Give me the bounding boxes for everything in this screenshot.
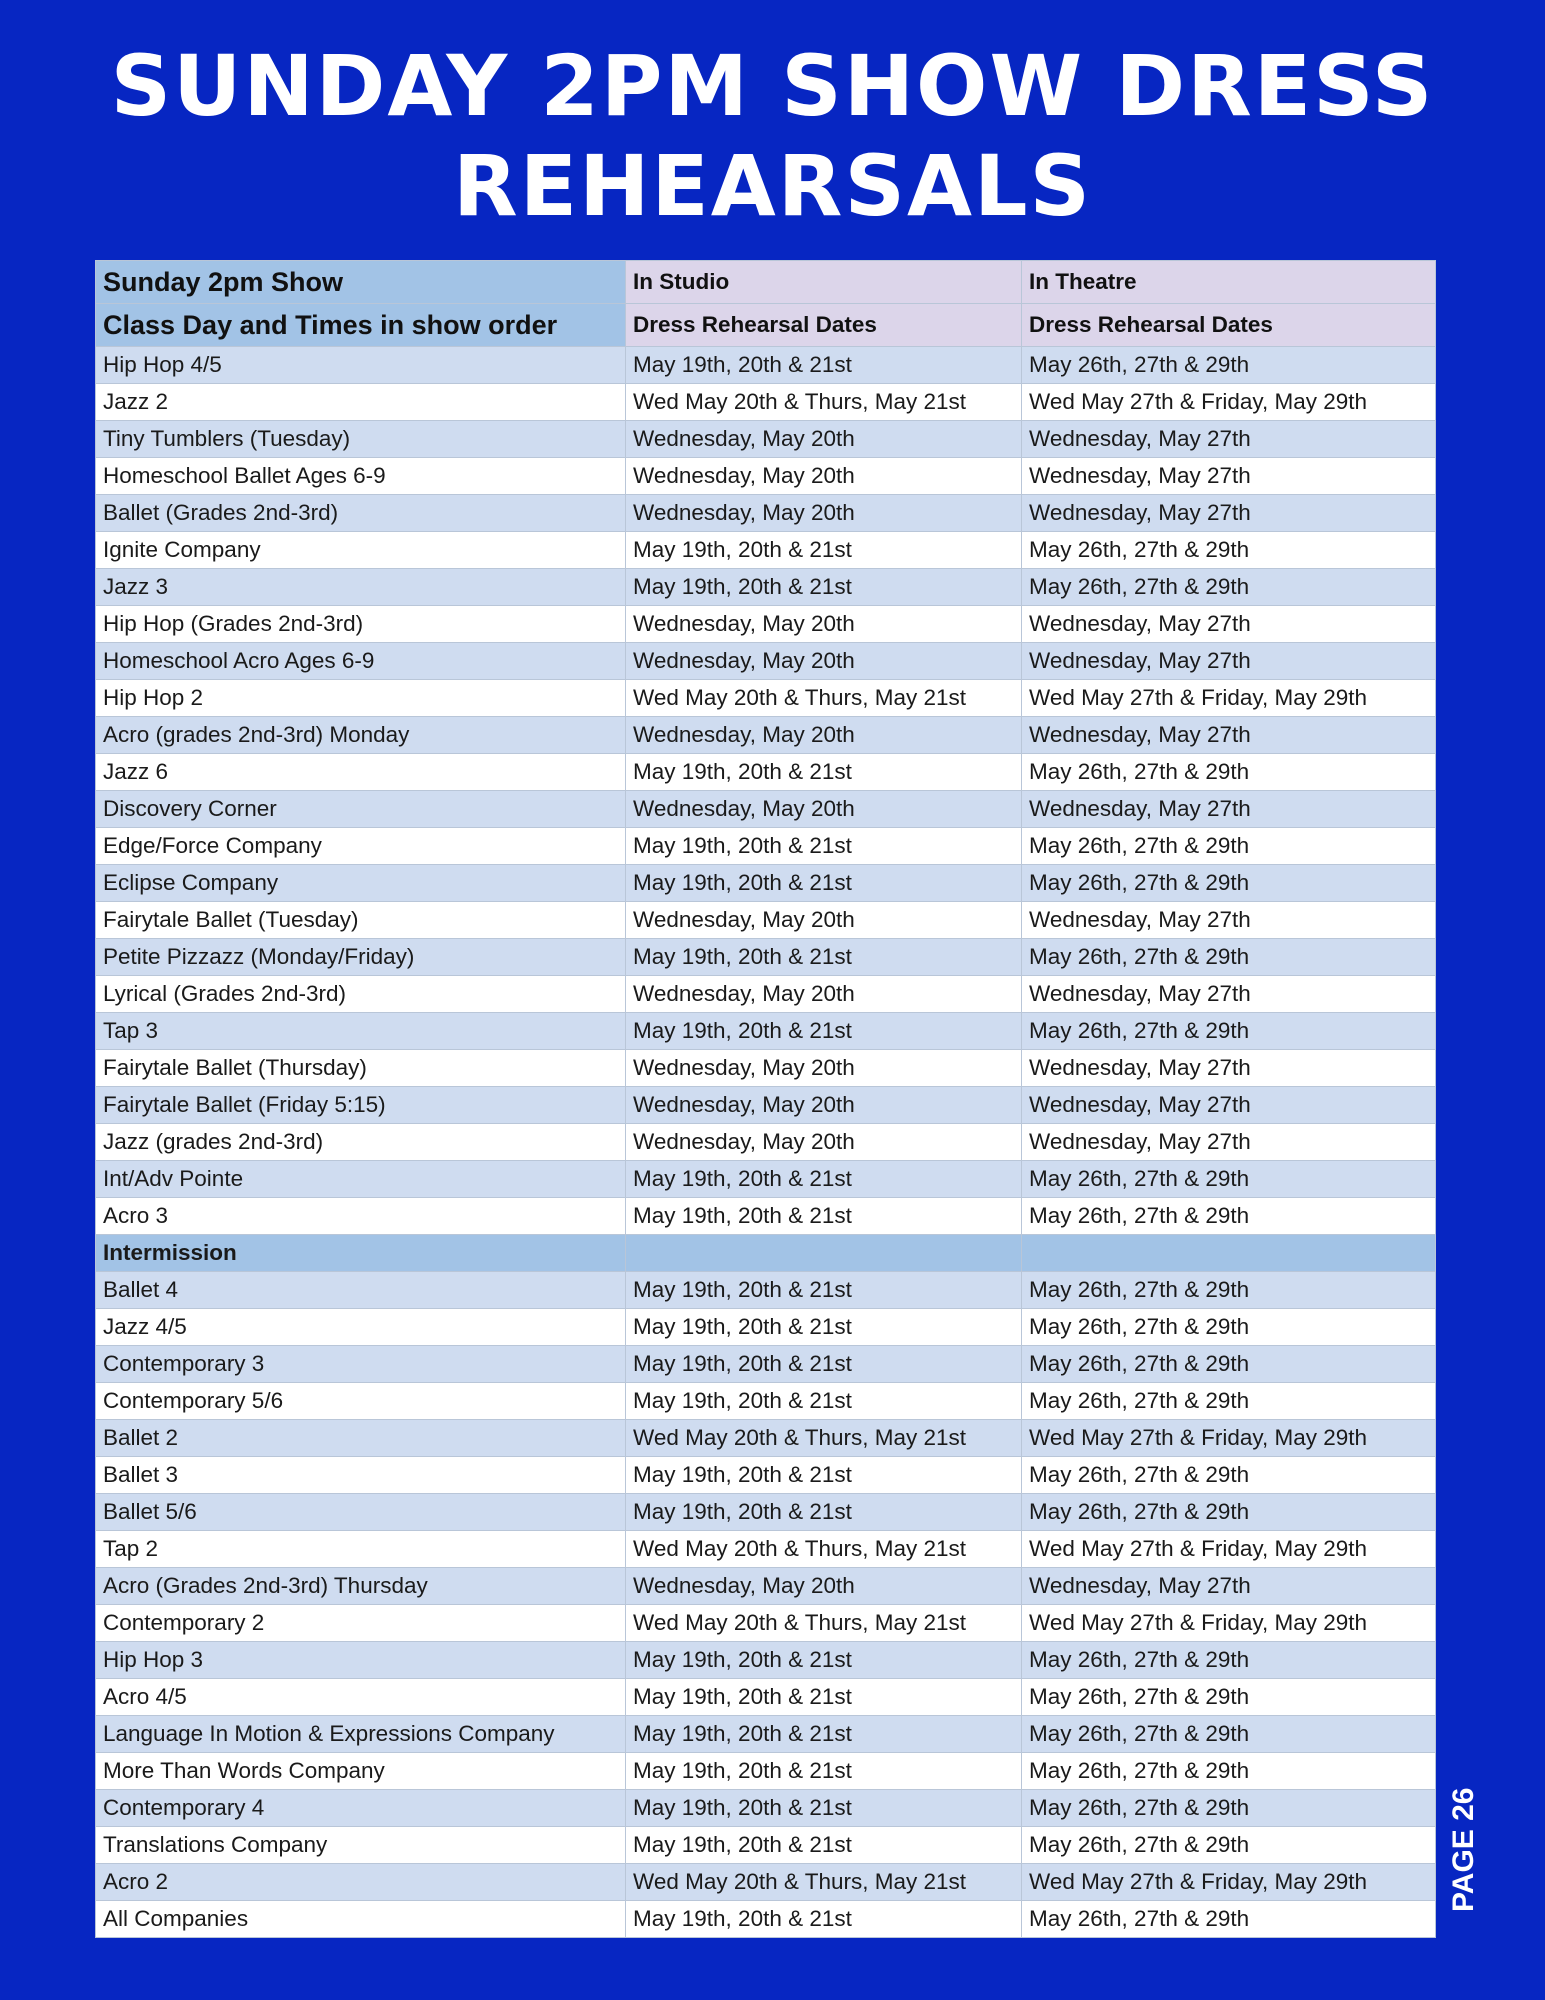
table-row	[96, 1901, 1436, 1938]
table-row	[96, 1827, 1436, 1864]
theatre-date-cell: May 26th, 27th & 29th	[1022, 865, 1436, 902]
theatre-date-cell: May 26th, 27th & 29th	[1022, 939, 1436, 976]
studio-date-cell: Wed May 20th & Thurs, May 21st	[626, 1864, 1022, 1901]
theatre-date-cell: Wednesday, May 27th	[1022, 1087, 1436, 1124]
class-name-cell: Acro (grades 2nd-3rd) Monday	[96, 717, 626, 754]
class-name-cell: More Than Words Company	[96, 1753, 626, 1790]
table-row	[96, 902, 1436, 939]
table-row	[96, 1531, 1436, 1568]
class-name-cell: Hip Hop (Grades 2nd-3rd)	[96, 606, 626, 643]
studio-date-cell: Wednesday, May 20th	[626, 791, 1022, 828]
header-class-order: Class Day and Times in show order	[96, 304, 626, 347]
class-name-cell: Tap 3	[96, 1013, 626, 1050]
theatre-date-cell: Wednesday, May 27th	[1022, 717, 1436, 754]
theatre-date-cell: Wednesday, May 27th	[1022, 643, 1436, 680]
studio-date-cell: May 19th, 20th & 21st	[626, 828, 1022, 865]
class-name-cell: Acro 3	[96, 1198, 626, 1235]
class-name-cell: Hip Hop 2	[96, 680, 626, 717]
studio-date-cell: Wed May 20th & Thurs, May 21st	[626, 680, 1022, 717]
studio-date-cell: Wednesday, May 20th	[626, 902, 1022, 939]
theatre-date-cell: Wednesday, May 27th	[1022, 606, 1436, 643]
page-title	[0, 36, 1545, 236]
table-row	[96, 347, 1436, 384]
table-row	[96, 1864, 1436, 1901]
studio-date-cell: May 19th, 20th & 21st	[626, 1383, 1022, 1420]
studio-date-cell: Wednesday, May 20th	[626, 1050, 1022, 1087]
studio-date-cell: Wed May 20th & Thurs, May 21st	[626, 1605, 1022, 1642]
theatre-date-cell: May 26th, 27th & 29th	[1022, 828, 1436, 865]
studio-date-cell: May 19th, 20th & 21st	[626, 939, 1022, 976]
table-row	[96, 976, 1436, 1013]
studio-date-cell: Wed May 20th & Thurs, May 21st	[626, 1531, 1022, 1568]
class-name-cell: Jazz 4/5	[96, 1309, 626, 1346]
theatre-date-cell: May 26th, 27th & 29th	[1022, 1642, 1436, 1679]
theatre-date-cell: Wed May 27th & Friday, May 29th	[1022, 384, 1436, 421]
theatre-date-cell: Wednesday, May 27th	[1022, 495, 1436, 532]
table-row	[96, 717, 1436, 754]
table-row	[96, 791, 1436, 828]
studio-date-cell: Wednesday, May 20th	[626, 976, 1022, 1013]
theatre-date-cell: May 26th, 27th & 29th	[1022, 1790, 1436, 1827]
class-name-cell: Homeschool Ballet Ages 6-9	[96, 458, 626, 495]
class-name-cell: Jazz 6	[96, 754, 626, 791]
table-row	[96, 1568, 1436, 1605]
header-in-studio: In Studio	[626, 261, 1022, 304]
studio-date-cell: May 19th, 20th & 21st	[626, 1198, 1022, 1235]
theatre-date-cell: May 26th, 27th & 29th	[1022, 1901, 1436, 1938]
table-row	[96, 939, 1436, 976]
table-row	[96, 495, 1436, 532]
schedule-table	[95, 260, 1436, 1938]
studio-date-cell: Wednesday, May 20th	[626, 606, 1022, 643]
table-row	[96, 458, 1436, 495]
table-row	[96, 865, 1436, 902]
table-row	[96, 1383, 1436, 1420]
header-row-2	[96, 304, 1436, 347]
studio-date-cell: Wednesday, May 20th	[626, 717, 1022, 754]
table-row	[96, 680, 1436, 717]
theatre-date-cell: Wed May 27th & Friday, May 29th	[1022, 680, 1436, 717]
class-name-cell: Petite Pizzazz (Monday/Friday)	[96, 939, 626, 976]
theatre-date-cell: May 26th, 27th & 29th	[1022, 1827, 1436, 1864]
studio-date-cell: Wed May 20th & Thurs, May 21st	[626, 1420, 1022, 1457]
studio-date-cell: May 19th, 20th & 21st	[626, 1790, 1022, 1827]
class-name-cell: Eclipse Company	[96, 865, 626, 902]
table-row	[96, 532, 1436, 569]
theatre-date-cell: May 26th, 27th & 29th	[1022, 1309, 1436, 1346]
class-name-cell: Ballet 2	[96, 1420, 626, 1457]
studio-date-cell: Wednesday, May 20th	[626, 458, 1022, 495]
theatre-date-cell: Wednesday, May 27th	[1022, 1568, 1436, 1605]
theatre-date-cell: Wednesday, May 27th	[1022, 976, 1436, 1013]
class-name-cell: Ballet (Grades 2nd-3rd)	[96, 495, 626, 532]
theatre-date-cell: Wednesday, May 27th	[1022, 902, 1436, 939]
studio-date-cell: May 19th, 20th & 21st	[626, 347, 1022, 384]
theatre-date-cell: Wed May 27th & Friday, May 29th	[1022, 1531, 1436, 1568]
table-row	[96, 828, 1436, 865]
class-name-cell: Language In Motion & Expressions Company	[96, 1716, 626, 1753]
studio-date-cell: May 19th, 20th & 21st	[626, 1161, 1022, 1198]
class-name-cell: Hip Hop 3	[96, 1642, 626, 1679]
table-row	[96, 1457, 1436, 1494]
header-in-theatre: In Theatre	[1022, 261, 1436, 304]
studio-date-cell: May 19th, 20th & 21st	[626, 1827, 1022, 1864]
studio-date-cell: Wednesday, May 20th	[626, 643, 1022, 680]
table-row	[96, 643, 1436, 680]
table-row	[96, 1790, 1436, 1827]
table-row	[96, 1272, 1436, 1309]
class-name-cell: Acro 2	[96, 1864, 626, 1901]
table-row	[96, 1013, 1436, 1050]
studio-date-cell: May 19th, 20th & 21st	[626, 1642, 1022, 1679]
table-row	[96, 1494, 1436, 1531]
schedule-sheet	[95, 260, 1435, 1938]
table-row	[96, 1198, 1436, 1235]
title-line-2: REHEARSALS	[453, 137, 1092, 235]
theatre-date-cell: Wednesday, May 27th	[1022, 1050, 1436, 1087]
page-number: PAGE 26	[1447, 1787, 1480, 1912]
studio-date-cell: May 19th, 20th & 21st	[626, 532, 1022, 569]
table-row	[96, 754, 1436, 791]
table-row	[96, 1309, 1436, 1346]
studio-date-cell: Wednesday, May 20th	[626, 1568, 1022, 1605]
table-row	[96, 1161, 1436, 1198]
class-name-cell: Contemporary 3	[96, 1346, 626, 1383]
table-row	[96, 606, 1436, 643]
intermission-label: Intermission	[96, 1235, 626, 1272]
theatre-date-cell: Wednesday, May 27th	[1022, 791, 1436, 828]
table-row	[96, 1716, 1436, 1753]
studio-date-cell: May 19th, 20th & 21st	[626, 1716, 1022, 1753]
theatre-date-cell: Wednesday, May 27th	[1022, 1124, 1436, 1161]
class-name-cell: Edge/Force Company	[96, 828, 626, 865]
table-row	[96, 421, 1436, 458]
class-name-cell: Jazz 3	[96, 569, 626, 606]
theatre-date-cell: May 26th, 27th & 29th	[1022, 754, 1436, 791]
theatre-date-cell: Wednesday, May 27th	[1022, 421, 1436, 458]
theatre-date-cell: May 26th, 27th & 29th	[1022, 1272, 1436, 1309]
class-name-cell: Tiny Tumblers (Tuesday)	[96, 421, 626, 458]
class-name-cell: Int/Adv Pointe	[96, 1161, 626, 1198]
studio-date-cell: Wednesday, May 20th	[626, 1124, 1022, 1161]
class-name-cell: Hip Hop 4/5	[96, 347, 626, 384]
table-row	[96, 1124, 1436, 1161]
class-name-cell: Lyrical (Grades 2nd-3rd)	[96, 976, 626, 1013]
theatre-date-cell: Wed May 27th & Friday, May 29th	[1022, 1605, 1436, 1642]
class-name-cell: Acro 4/5	[96, 1679, 626, 1716]
table-row	[96, 1753, 1436, 1790]
table-row	[96, 1420, 1436, 1457]
intermission-row	[96, 1235, 1436, 1272]
theatre-date-cell: May 26th, 27th & 29th	[1022, 532, 1436, 569]
title-line-1: SUNDAY 2PM SHOW DRESS	[110, 37, 1435, 135]
class-name-cell: Discovery Corner	[96, 791, 626, 828]
class-name-cell: Ballet 5/6	[96, 1494, 626, 1531]
theatre-date-cell: May 26th, 27th & 29th	[1022, 569, 1436, 606]
studio-date-cell: May 19th, 20th & 21st	[626, 1457, 1022, 1494]
table-row	[96, 569, 1436, 606]
studio-date-cell: May 19th, 20th & 21st	[626, 1679, 1022, 1716]
studio-date-cell: May 19th, 20th & 21st	[626, 1346, 1022, 1383]
class-name-cell: Contemporary 4	[96, 1790, 626, 1827]
theatre-date-cell: Wednesday, May 27th	[1022, 458, 1436, 495]
theatre-date-cell: May 26th, 27th & 29th	[1022, 1679, 1436, 1716]
studio-date-cell: May 19th, 20th & 21st	[626, 569, 1022, 606]
header-row-1	[96, 261, 1436, 304]
theatre-date-cell: May 26th, 27th & 29th	[1022, 1753, 1436, 1790]
class-name-cell: Fairytale Ballet (Friday 5:15)	[96, 1087, 626, 1124]
table-row	[96, 1087, 1436, 1124]
theatre-date-cell: May 26th, 27th & 29th	[1022, 1161, 1436, 1198]
header-studio-dates: Dress Rehearsal Dates	[626, 304, 1022, 347]
class-name-cell: Contemporary 2	[96, 1605, 626, 1642]
theatre-date-cell: May 26th, 27th & 29th	[1022, 1716, 1436, 1753]
table-row	[96, 1642, 1436, 1679]
class-name-cell: Fairytale Ballet (Thursday)	[96, 1050, 626, 1087]
studio-date-cell: May 19th, 20th & 21st	[626, 1309, 1022, 1346]
studio-date-cell: Wednesday, May 20th	[626, 1087, 1022, 1124]
theatre-date-cell: May 26th, 27th & 29th	[1022, 1494, 1436, 1531]
theatre-date-cell: May 26th, 27th & 29th	[1022, 1346, 1436, 1383]
table-row	[96, 1050, 1436, 1087]
studio-date-cell: May 19th, 20th & 21st	[626, 1753, 1022, 1790]
class-name-cell: Homeschool Acro Ages 6-9	[96, 643, 626, 680]
class-name-cell: Translations Company	[96, 1827, 626, 1864]
studio-date-cell: May 19th, 20th & 21st	[626, 1901, 1022, 1938]
class-name-cell: Fairytale Ballet (Tuesday)	[96, 902, 626, 939]
theatre-date-cell: May 26th, 27th & 29th	[1022, 1013, 1436, 1050]
studio-date-cell: May 19th, 20th & 21st	[626, 1494, 1022, 1531]
theatre-date-cell: Wed May 27th & Friday, May 29th	[1022, 1864, 1436, 1901]
header-show: Sunday 2pm Show	[96, 261, 626, 304]
class-name-cell: Jazz (grades 2nd-3rd)	[96, 1124, 626, 1161]
class-name-cell: All Companies	[96, 1901, 626, 1938]
header-theatre-dates: Dress Rehearsal Dates	[1022, 304, 1436, 347]
class-name-cell: Tap 2	[96, 1531, 626, 1568]
theatre-date-cell: May 26th, 27th & 29th	[1022, 1198, 1436, 1235]
table-row	[96, 384, 1436, 421]
theatre-date-cell: May 26th, 27th & 29th	[1022, 1457, 1436, 1494]
class-name-cell: Jazz 2	[96, 384, 626, 421]
intermission-empty-theatre	[1022, 1235, 1436, 1272]
intermission-empty-studio	[626, 1235, 1022, 1272]
theatre-date-cell: Wed May 27th & Friday, May 29th	[1022, 1420, 1436, 1457]
studio-date-cell: May 19th, 20th & 21st	[626, 1013, 1022, 1050]
theatre-date-cell: May 26th, 27th & 29th	[1022, 347, 1436, 384]
class-name-cell: Ballet 3	[96, 1457, 626, 1494]
studio-date-cell: Wednesday, May 20th	[626, 495, 1022, 532]
studio-date-cell: May 19th, 20th & 21st	[626, 1272, 1022, 1309]
table-row	[96, 1605, 1436, 1642]
theatre-date-cell: May 26th, 27th & 29th	[1022, 1383, 1436, 1420]
studio-date-cell: Wednesday, May 20th	[626, 421, 1022, 458]
class-name-cell: Ballet 4	[96, 1272, 626, 1309]
class-name-cell: Ignite Company	[96, 532, 626, 569]
studio-date-cell: May 19th, 20th & 21st	[626, 865, 1022, 902]
studio-date-cell: May 19th, 20th & 21st	[626, 754, 1022, 791]
table-row	[96, 1679, 1436, 1716]
class-name-cell: Contemporary 5/6	[96, 1383, 626, 1420]
studio-date-cell: Wed May 20th & Thurs, May 21st	[626, 384, 1022, 421]
table-row	[96, 1346, 1436, 1383]
class-name-cell: Acro (Grades 2nd-3rd) Thursday	[96, 1568, 626, 1605]
